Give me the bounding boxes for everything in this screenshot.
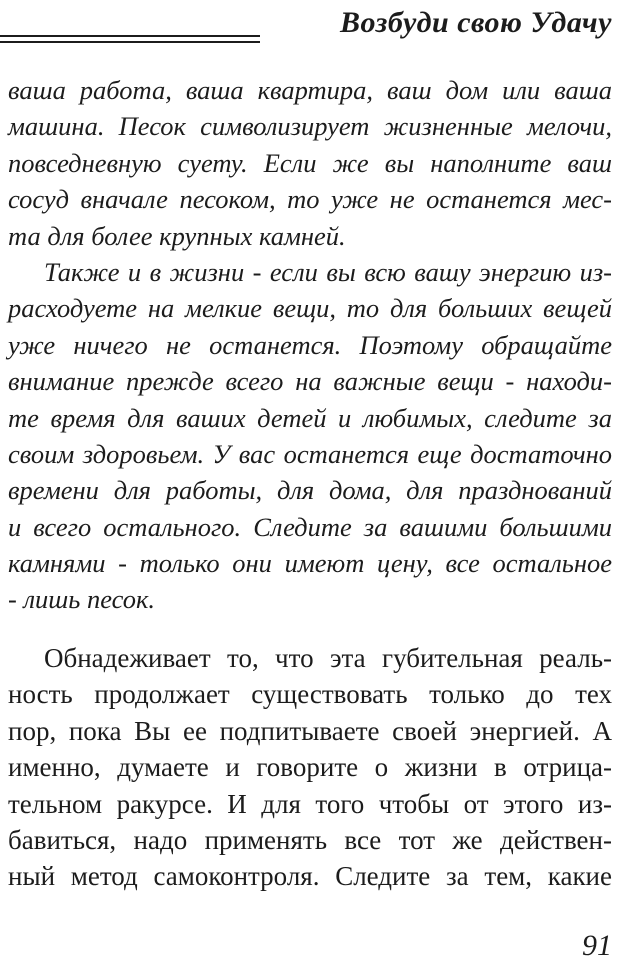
text-line: именно, думаете и говорите о жизни в отрица- (8, 752, 612, 783)
italic-quote-block (8, 72, 612, 618)
header-rule-bottom (0, 41, 260, 43)
text-line: ный метод самоконтроля. Следите за тем, какие (8, 861, 612, 892)
text-line: ность продолжает существовать только до тех (8, 679, 612, 710)
body-paragraph (8, 640, 612, 895)
text-line: тельном ракурсе. И для того чтобы от этого из- (8, 788, 612, 819)
header-rule-top (0, 35, 260, 37)
text-line: бавиться, надо применять все тот же действен- (8, 824, 612, 855)
text-line: расходуете на мелкие вещи, то для больших вещей (8, 293, 612, 324)
text-line: та для более крупных камней. (8, 220, 346, 251)
text-line: повседневную суету. Если же вы наполните ваш (8, 147, 612, 178)
text-line: внимание прежде всего на важные вещи - находи- (8, 366, 612, 397)
text-line: времени для работы, для дома, для празднований (8, 475, 612, 506)
text-line: уже ничего не останется. Поэтому обращайте (8, 329, 612, 360)
text-line: машина. Песок символизирует жизненные мелочи, (8, 111, 612, 142)
text-line: и всего остального. Следите за вашими большими (8, 511, 612, 542)
page-number: 91 (582, 929, 612, 962)
text-line: своим здоровьем. У вас останется еще достаточно (8, 438, 612, 469)
text-line: ваша работа, ваша квартира, ваш дом или ваша (8, 75, 612, 105)
text-line: пор, пока Вы ее подпитываете своей энергией. А (8, 715, 612, 746)
text-line: Также и в жизни - если вы всю вашу энергию из- (44, 256, 612, 287)
text-line: камнями - только они имеют цену, все остальное (8, 548, 612, 579)
text-line: - лишь песок. (8, 584, 155, 615)
text-line: Обнадеживает то, что эта губительная реаль- (44, 643, 612, 673)
book-title-header: Возбуди свою Удачу (340, 6, 612, 39)
text-line: сосуд вначале песоком, то уже не останется мес- (8, 184, 612, 215)
text-line: те время для ваших детей и любимых, следите за (8, 402, 612, 433)
